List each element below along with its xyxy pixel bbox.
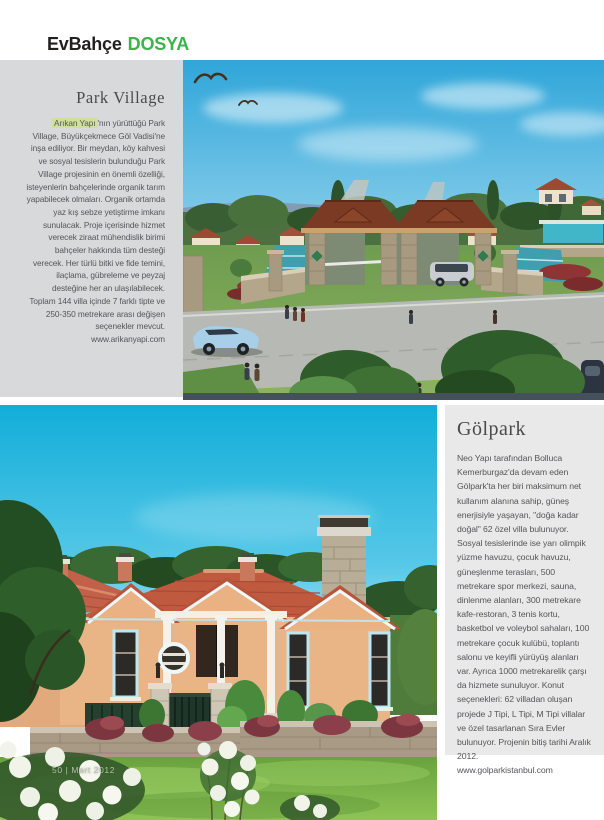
park-village-body (24, 117, 165, 333)
golpark-website: www.golparkistanbul.com (457, 765, 553, 776)
golpark-villa-photo (0, 405, 437, 820)
golpark-villa-illustration (0, 405, 437, 820)
park-village-title: Park Village (76, 88, 165, 107)
page-number-footer: 50 | Mart 2012 (52, 765, 116, 775)
gatehouse-left (301, 201, 405, 285)
section-label: DOSYA (127, 34, 190, 54)
golpark-body: Neo Yapı tarafından Bolluca Kemerburgaz'da devam eden Gölpark'ta her biri maksimum net kullanım alanına sahip, güneş enerjisiyle yaşayan, "doğa kadar doğal" 62 özel villa bulunuyor. Sosyal tesislerinde ise yarı olimpik yüzme havuzu, çocuk havuzu, güneşlenme terasları, 500 metrekare spor merkezi, sauna, dinlenme alanları, 300 metrekare kafe-restoran, 3 tenis kortu, basketbol ve voleybol sahaları, 100 metrekare çocuk kulübü, toplantı salonu ve keyifli yürüyüş alanları var. Ayrıca 1000 metrekarelik çarşı da hizmete sunuluyor. Konut seçenekleri: 62 villadan oluşan projede J Tipi, L Tipi, M Tipi villalar ve özel tasarlanan Sıra Evler bulunuyor. Projenin bitiş tarihi Aralık 2012. (457, 453, 591, 762)
golpark-article (445, 405, 604, 776)
page-header (47, 34, 189, 55)
park-village-render-image (183, 60, 604, 400)
park-village-article (0, 60, 183, 397)
magazine-brand: EvBahçe (47, 34, 122, 54)
image-bottom-edge (183, 393, 604, 400)
park-village-text: 'nın yürüttüğü Park Village, Büyükçekmece Göl Vadisi'ne inşa ediliyor. Bir meydan, köy kahvesi ve sosyal tesislerin bulunduğu Park Village projesinin en önemli özelliği, isteyenlerin bahçelerinde organik tarım yapabilecek olmaları. Organik ortamda yaz kış sebze yetiştirme imkanı sunulacak. Proje içerisinde hizmet verecek ziraat mühendislik birimi bahçeler hakkında tüm desteği verecek. Her türlü bitki ve fide temini, ilaçlama, gübreleme ve peyzaj desteğine her an ulaşılabilecek. Toplam 144 villa içinde 7 farklı tipte ve 250-350 metrekare arası değişen seçenekler mevcut. (26, 118, 165, 332)
park-village-highlight: Arıkan Yapı (54, 118, 96, 128)
park-village-illustration (183, 60, 604, 400)
park-village-website: www.arikanyapi.com (91, 333, 165, 344)
golpark-title: Gölpark (457, 418, 527, 440)
